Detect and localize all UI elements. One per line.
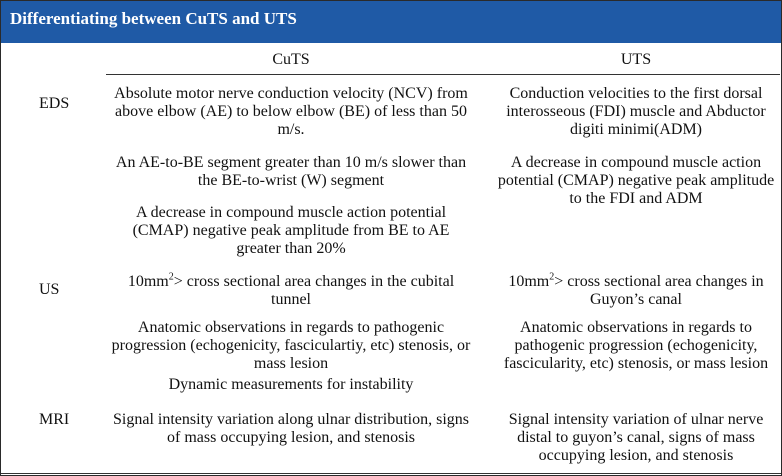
eds-cuts-criterion-2: An AE-to-BE segment greater than 10 m/s slower than the BE-to-wrist (W) segment: [115, 154, 467, 189]
row-label-us: US: [39, 281, 60, 298]
us-uts-criterion-1: [491, 273, 781, 309]
us-cuts-criterion-1-value: 10mm: [127, 273, 169, 290]
mri-uts-criterion-1: Signal intensity variation of ulnar nerve distal to guyon’s canal, signs of mass occupying lesion, and stenosis: [508, 411, 764, 464]
eds-cuts-criterion-1: Absolute motor nerve conduction velocity (NCV) from above elbow (AE) to below elbow (BE) of less than 50 m/s.: [114, 85, 468, 138]
squared-superscript: 2: [168, 271, 174, 283]
column-header-uts: UTS: [620, 51, 652, 68]
header-divider: [106, 74, 780, 75]
eds-uts-criterion-2: A decrease in compound muscle action potential (CMAP) negative peak amplitude to the FDI and ADM: [497, 154, 775, 207]
us-cuts-criterion-1: [111, 273, 471, 309]
row-label-eds: EDS: [39, 95, 70, 112]
squared-superscript: 2: [549, 271, 555, 283]
eds-cuts-criterion-3: A decrease in compound muscle action potential (CMAP) negative peak amplitude from BE to AE greater than 20%: [132, 204, 450, 257]
table-title: Differentiating between CuTS and UTS: [1, 1, 781, 43]
us-uts-criterion-2: Anatomic observations in regards to pathogenic progression (echogenicity, fascicularity, etc) stenosis, or mass lesion: [503, 319, 769, 372]
eds-uts-criterion-1: Conduction velocities to the first dorsal interosseous (FDI) muscle and Abductor digiti minimi(ADM): [506, 85, 766, 138]
column-header-cuts: CuTS: [272, 51, 310, 68]
row-label-mri: MRI: [39, 411, 70, 428]
mri-cuts-criterion-1: Signal intensity variation along ulnar distribution, signs of mass occupying lesion, and stenosis: [113, 411, 469, 446]
us-cuts-criterion-2: Anatomic observations in regards to pathogenic progression (echogenicity, fasciculartiy, etc) stenosis, or mass lesion: [111, 319, 471, 372]
table-bottom-border: [1, 473, 781, 474]
us-uts-criterion-1-value: 10mm: [508, 273, 550, 290]
us-uts-criterion-1-text: > cross sectional area changes in Guyon’s canal: [554, 273, 764, 308]
us-cuts-criterion-3: Dynamic measurements for instability: [168, 376, 414, 393]
us-cuts-criterion-1-text: > cross sectional area changes in the cubital tunnel: [173, 273, 455, 308]
